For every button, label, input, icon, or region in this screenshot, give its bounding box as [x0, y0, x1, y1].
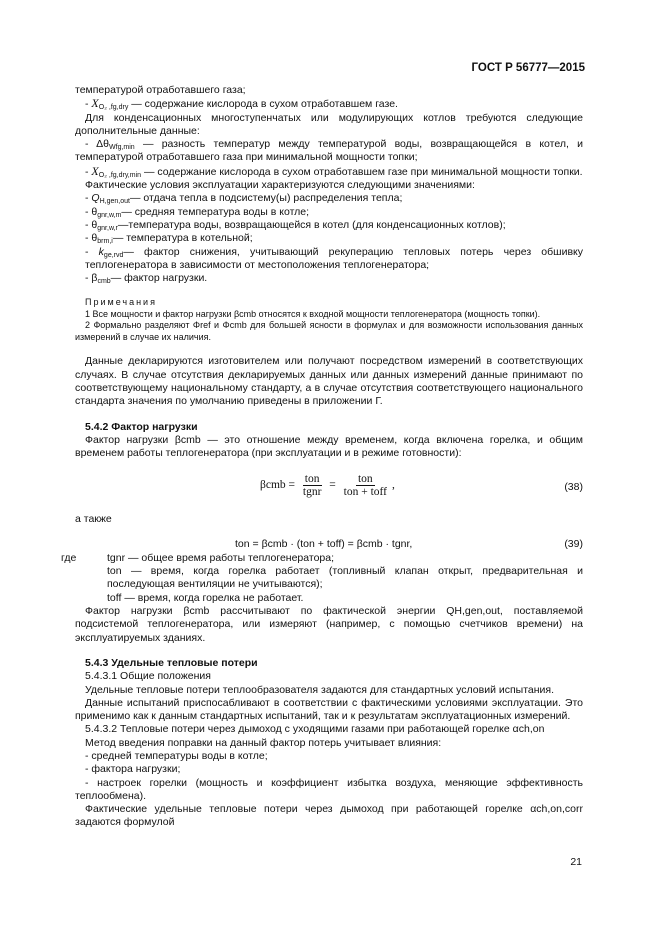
item-text: — фактор снижения, учитывающий рекуперацию тепловых потерь через обшивку теплогенератора в зависимости от местоположения теплогенератора; — [85, 245, 583, 271]
item-text: — температура в котельной; — [112, 232, 253, 245]
note-1: 1 Все мощности и фактор нагрузки βcmb относятся к входной мощности теплогенератора (мощность топки). — [85, 308, 541, 319]
eq38-equals: = — [329, 478, 336, 491]
item-subscript: brm,i — [97, 238, 113, 246]
eq38-frac1-num: ton — [304, 472, 320, 485]
page-number: 21 — [570, 856, 582, 868]
intro-line: температурой отработавшего газа; — [75, 84, 246, 96]
section-5-4-2-title: 5.4.2 Фактор нагрузки — [85, 420, 198, 433]
where-def-2: ton — время, когда горелка работает (топливный клапан открыт, предварительная и последующая вентиляции не учитываются); — [107, 565, 583, 591]
dtheta-subscript: Wfg,min — [109, 144, 135, 152]
page-content — [61, 84, 583, 830]
xo2min-subscript: O₂ ,fg,dry,min — [98, 171, 142, 179]
bullet-item: - фактора нагрузки; — [85, 763, 181, 776]
item-text: —температура воды, возвращающейся в котел (для конденсационных котлов); — [117, 218, 506, 231]
multistage-paragraph: Для конденсационных многоступенчатых или модулирующих котлов требуются следующие дополнительные данные: — [75, 111, 583, 137]
item-symbol: θ — [91, 232, 98, 245]
dtheta-item — [75, 138, 583, 165]
notes-title: Примечания — [85, 297, 157, 308]
bullet-item: - настроек горелки (мощность и коэффициент избытка воздуха, меняющие эффективность теплообмена). — [75, 776, 583, 802]
section-5-4-3-2-title: 5.4.3.2 Тепловые потери через дымоход с уходящими газами при работающей горелке αch,on — [85, 723, 545, 736]
item-symbol: θ — [91, 205, 98, 218]
def-text: tgnr — общее время работы теплогенератора; — [107, 551, 335, 564]
eq38-fraction-2 — [342, 473, 389, 498]
item-symbol: k — [98, 245, 104, 258]
eq39-body: ton = βcmb · (ton + toff) = βcmb · tgnr, — [235, 537, 413, 550]
where-def-3: toff — время, когда горелка не работает. — [107, 591, 304, 604]
note-2: 2 Формально разделяют Φref и Φcmb для большей ясности в формулах и для возможности использования данных измерений в случае их наличия. — [75, 320, 583, 342]
item-symbol: β — [91, 272, 98, 285]
declared-paragraph: Данные декларируются изготовителем или получают посредством измерений в соответствующих случаях. В случае отсутствия декларируемых данных или данных измерений данные принимают по соответствующему национальному стандарту, а в случае отсутствия соответствующего национального стандарта значения по умолчанию приведены в приложении Г. — [75, 355, 583, 408]
dtheta-symbol: - Δθ — [85, 138, 110, 151]
actual-conditions-list — [75, 192, 583, 285]
also-text: а также — [75, 512, 112, 525]
eq39-number: (39) — [564, 537, 583, 550]
xo2min-text: — содержание кислорода в сухом отработавшем газе при минимальной мощности топки. — [143, 165, 583, 178]
section-5-4-3-2-p3: Метод введения поправки на данный фактор потерь учитывает влияния: — [85, 736, 442, 749]
notes-block — [75, 297, 583, 343]
equation-38: βcmb = $\frac{\text{ton}}{\text{tgnr}}$ = $\frac{\text{ton}}{\text{ton + toff}}$ , (38) — [260, 472, 583, 498]
standard-header: ГОСТ Р 56777—2015 — [471, 62, 585, 74]
eq38-lhs: βcmb = — [260, 478, 296, 491]
item-subscript: gnr,w,m — [97, 211, 122, 219]
eq38-fraction-1 — [301, 473, 324, 498]
xo2-item: - $X_{O_2 ,fg,dry}$ — содержание кислорода в сухом отработавшем газе. — [85, 96, 398, 112]
eq38-number: (38) — [564, 480, 583, 493]
xo2min-symbol: X — [91, 163, 99, 178]
item-text: — отдача тепла в подсистему(ы) распределения тепла; — [129, 192, 403, 205]
section-5-4-3-1-p1: Удельные тепловые потери теплообразователя задаются для стандартных условий испытания. — [85, 683, 555, 696]
item-subscript: gnr,w,r — [97, 224, 118, 232]
eq38-frac2-num: ton — [357, 472, 373, 485]
section-5-4-3-1-title: 5.4.3.1 Общие положения — [85, 670, 211, 683]
list-item: - $k_{ge,rvd}—$ фактор снижения, учитывающий рекуперацию тепловых потерь через обшивку теплогенератора в зависимости от местоположения теплогенератора; — [85, 245, 583, 271]
section-5-4-3-2-p4: Фактические удельные тепловые потери через дымоход при работающей горелке αch,on,corr задаются формулой — [75, 803, 583, 829]
list-item: - $\beta_{cmb}—$ фактор нагрузки. — [85, 272, 208, 286]
item-symbol: Q — [91, 192, 100, 205]
bullet-item: - средней температуры воды в котле; — [85, 749, 268, 762]
xo2-symbol: X — [91, 96, 99, 111]
load-factor-calc: Фактор нагрузки βcmb рассчитывают по фактической энергии QH,gen,out, поставляемой подсистемой теплогенератора, или измеряют (например, с помощью счетчиков времени) на эксплуатируемых зданиях. — [75, 605, 583, 644]
item-text: — средняя температура воды в котле; — [121, 205, 310, 218]
item-subscript: cmb — [97, 278, 111, 286]
eq38-frac2-den: ton + toff — [343, 485, 387, 498]
xo2min-item: - $X_{O_2 ,fg,dry,min}$ — содержание кислорода в сухом отработавшем газе при минимальной мощности топки. — [85, 163, 583, 179]
eq38-frac1-den: tgnr — [302, 485, 322, 498]
section-5-4-3-title: 5.4.3 Удельные тепловые потери — [85, 656, 258, 669]
load-factor-definition: Фактор нагрузки βcmb — это отношение между временем, когда включена горелка, и общим временем работы теплогенератора (при эксплуатации и в режиме готовности): — [75, 433, 583, 460]
section-5-4-3-1-p2: Данные испытаний приспосабливают в соответствии с фактическими условиями эксплуатации. Это применимо как к данным стандартных испытаний, так и к результатам эксплуатационных измерений. — [75, 696, 583, 723]
where-def-1 — [61, 551, 583, 565]
item-subscript: ge,rvd — [103, 251, 124, 259]
item-text: — фактор нагрузки. — [110, 272, 208, 285]
list-item: - $Q_{H,gen,out}—$ отдача тепла в подсистему(ы) распределения тепла; — [85, 192, 403, 206]
xo2-text: — содержание кислорода в сухом отработавшем газе. — [131, 98, 398, 111]
list-item: - $\theta_{brm,i}—$ температура в котельной; — [85, 232, 253, 246]
list-item: - $\theta_{gnr,w,m}—$ средняя температура воды в котле; — [85, 205, 310, 219]
dtheta-text: — разность температур между температурой воды, возвращающейся в котел, и температурой отработавшего газа при минимальной мощности топки; — [75, 138, 583, 164]
actual-conditions-heading: Фактические условия эксплуатации характеризуются следующими значениями: — [85, 179, 475, 192]
list-item: - $\theta_{gnr,w,r}—температура$ воды, возвращающейся в котел (для конденсационных котлов); — [85, 218, 506, 232]
equation-39 — [75, 538, 583, 552]
where-label: где — [61, 551, 77, 564]
item-subscript: H,gen,out — [99, 198, 130, 206]
xo2-subscript: O₂ ,fg,dry — [98, 104, 129, 112]
item-symbol: θ — [91, 218, 98, 231]
